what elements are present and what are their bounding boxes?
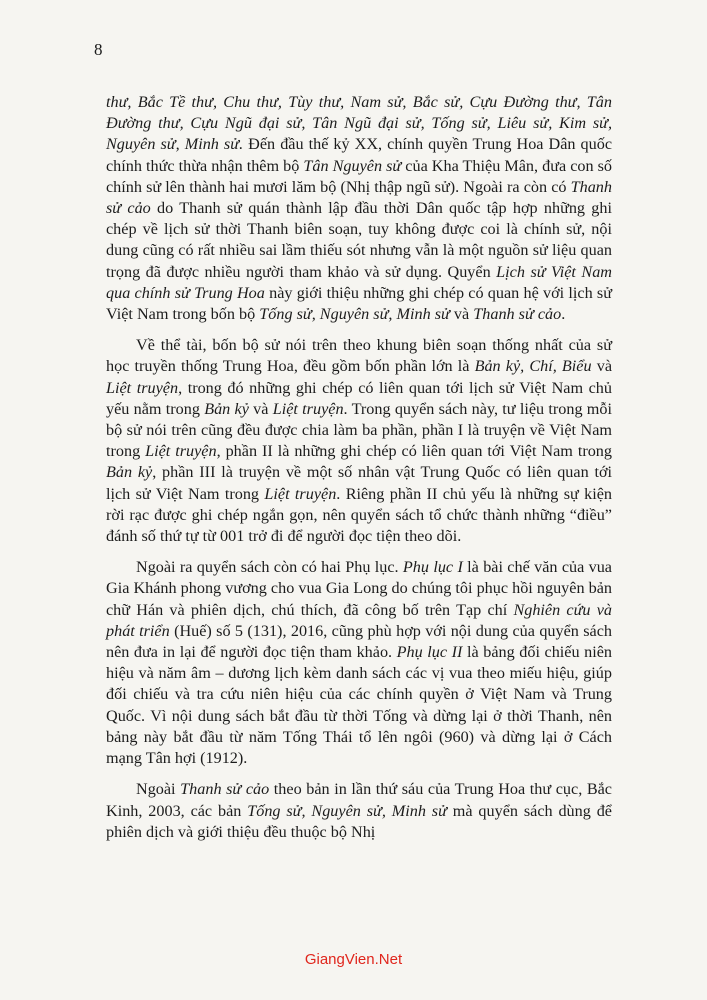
- paragraph-3: Ngoài ra quyển sách còn có hai Phụ lục. Phụ lục I là bài chế văn của vua Gia Khánh phong vương cho vua Gia Long do chúng tôi phục hồi nguyên bản chữ Hán và phiên dịch, chú thích, đã công bố trên Tạp chí Nghiên cứu và phát triển (Huế) số 5 (131), 2016, cũng phù hợp với nội dung của quyển sách nên đưa in lại để người đọc tiện tham khảo. Phụ lục II là bảng đối chiếu niên hiệu và năm âm – dương lịch kèm danh sách các vị vua theo miếu hiệu, giúp đối chiếu và tra cứu niên hiệu của các chính quyền ở Việt Nam và Trung Quốc. Vì nội dung sách bắt đầu từ thời Tống và dừng lại ở thời Thanh, nên bảng này bắt đầu từ năm Tống Thái tổ lên ngôi (960) và dừng lại ở Cách mạng Tân hợi (1912).: [106, 558, 613, 768]
- watermark-text: GiangVien.Net: [304, 951, 403, 968]
- body-text: [106, 92, 612, 853]
- page-number: 8: [94, 40, 103, 59]
- paragraph-1: thư, Bắc Tề thư, Chu thư, Tùy thư, Nam sử, Bắc sử, Cựu Đường thư, Tân Đường thư, Cựu Ngũ đại sử, Tân Ngũ đại sử, Tống sử, Liêu sử, Kim sử, Nguyên sử, Minh sử. Đến đầu thế kỷ XX, chính quyền Trung Hoa Dân quốc chính thức thừa nhận thêm bộ Tân Nguyên sử của Kha Thiệu Mân, đưa con số chính sử lên thành hai mươi lăm bộ (Nhị thập ngũ sử). Ngoài ra còn có Thanh sử cảo do Thanh sử quán thành lập đầu thời Dân quốc tập hợp những ghi chép về lịch sử thời Thanh biên soạn, tuy không được coi là chính sử, nội dung cũng có rất nhiều sai lầm thiếu sót nhưng vẫn là một nguồn sử liệu quan trọng đã được nhiều người tham khảo và sử dụng. Quyển Lịch sử Việt Nam qua chính sử Trung Hoa này giới thiệu những ghi chép có quan hệ với lịch sử Việt Nam trong bốn bộ Tống sử, Nguyên sử, Minh sử và Thanh sử cảo.: [106, 93, 613, 324]
- paragraph-4: Ngoài Thanh sử cảo theo bản in lần thứ sáu của Trung Hoa thư cục, Bắc Kinh, 2003, các bản Tống sử, Nguyên sử, Minh sử mà quyển sách dùng để phiên dịch và giới thiệu đều thuộc bộ Nhị: [106, 780, 612, 841]
- paragraph-2: Về thể tài, bốn bộ sử nói trên theo khung biên soạn thống nhất của sử học truyền thống Trung Hoa, đều gồm bốn phần lớn là Bản kỷ, Chí, Biểu và Liệt truyện, trong đó những ghi chép có liên quan tới lịch sử Việt Nam chủ yếu nằm trong Bản kỷ và Liệt truyện. Trong quyển sách này, tư liệu trong mỗi bộ sử nói trên cũng đều được chia làm ba phần, phần I là truyện về Việt Nam trong Liệt truyện, phần II là những ghi chép có liên quan tới Việt Nam trong Bản kỷ, phần III là truyện về một số nhân vật Trung Quốc có liên quan tới lịch sử Việt Nam trong Liệt truyện. Riêng phần II chủ yếu là những sự kiện rời rạc được ghi chép ngắn gọn, nên quyển sách tổ chức thành những “điều” đánh số thứ tự từ 001 trở đi để người đọc tiện theo dõi.: [106, 336, 613, 546]
